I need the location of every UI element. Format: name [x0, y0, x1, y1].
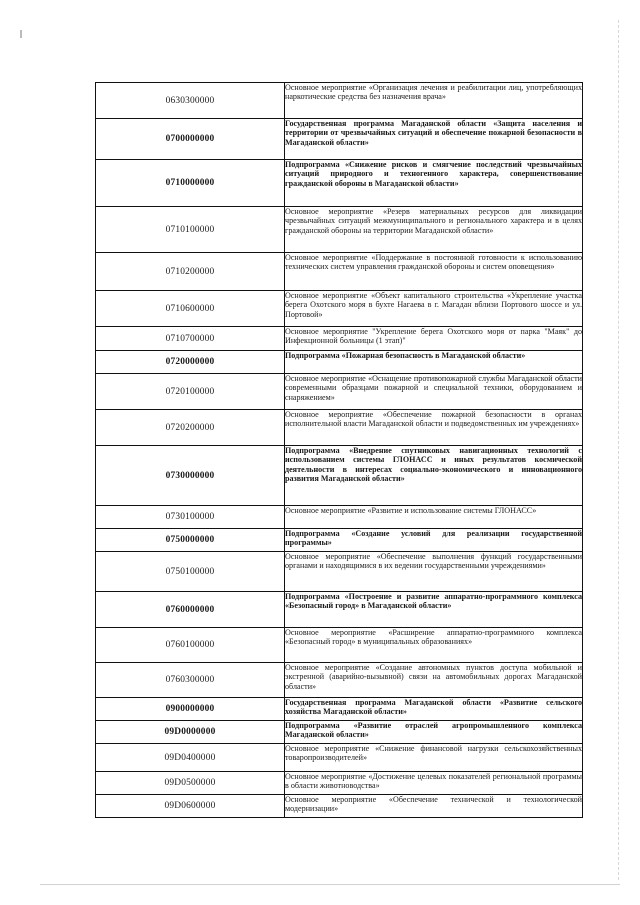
row-name: Подпрограмма «Внедрение спутниковых навигационных технологий с использованием системы ГЛОНАСС и иных результатов космической деятельности в интересах социально-экономического и инновационного развития Магаданской области» [285, 446, 583, 506]
row-name: Основное мероприятие «Обеспечение пожарной безопасности в органах исполнительной власти Магаданской области и подведомственных им учреждениях» [285, 410, 583, 446]
row-name: Подпрограмма «Снижение рисков и смягчение последствий чрезвычайных ситуаций природного и техногенного характера, совершенствование гражданской обороны в Магаданской области» [285, 160, 583, 207]
table-row [96, 772, 583, 795]
table-row [96, 721, 583, 744]
row-name: Подпрограмма «Создание условий для реализации государственной программы» [285, 529, 583, 552]
row-code: 09D0500000 [96, 772, 285, 795]
table-row [96, 592, 583, 628]
table-row [96, 698, 583, 721]
scan-edge-right [618, 20, 620, 880]
row-name: Государственная программа Магаданской области «Развитие сельского хозяйства Магаданской области» [285, 698, 583, 721]
row-name: Основное мероприятие «Поддержание в постоянной готовности к использованию технических систем управления гражданской обороны и систем оповещения» [285, 253, 583, 291]
scan-mark [20, 30, 22, 38]
table-row [96, 253, 583, 291]
table-row [96, 529, 583, 552]
row-code: 0720200000 [96, 410, 285, 446]
row-name: Основное мероприятие «Снижение финансовой нагрузки сельскохозяйственных товаропроизводителей» [285, 744, 583, 772]
row-code: 09D0000000 [96, 721, 285, 744]
row-name: Подпрограмма «Построение и развитие аппаратно-программного комплекса «Безопасный город» в Магаданской области» [285, 592, 583, 628]
table-row [96, 628, 583, 663]
row-name: Государственная программа Магаданской области «Защита населения и территории от чрезвычайных ситуаций и обеспечение пожарной безопасности в Магаданской области» [285, 119, 583, 160]
row-name: Подпрограмма «Развитие отраслей агропромышленного комплекса Магаданской области» [285, 721, 583, 744]
row-code: 0710600000 [96, 291, 285, 327]
row-code: 0710000000 [96, 160, 285, 207]
table-row [96, 291, 583, 327]
budget-classification-table [95, 82, 583, 818]
row-code: 0750100000 [96, 552, 285, 592]
row-code: 09D0400000 [96, 744, 285, 772]
table-row [96, 446, 583, 506]
table-row [96, 83, 583, 119]
table-row [96, 351, 583, 374]
row-name: Основное мероприятие «Оснащение противопожарной службы Магаданской области современными образцами пожарной и специальной техники, оборудованием и снаряжением» [285, 374, 583, 410]
table-row [96, 744, 583, 772]
table-row [96, 119, 583, 160]
row-code: 0630300000 [96, 83, 285, 119]
row-code: 0730100000 [96, 506, 285, 529]
table-row [96, 506, 583, 529]
table-row [96, 160, 583, 207]
row-name: Подпрограмма «Пожарная безопасность в Магаданской области» [285, 351, 583, 374]
row-code: 09D0600000 [96, 795, 285, 818]
row-code: 0710700000 [96, 327, 285, 351]
table-row [96, 795, 583, 818]
row-name: Основное мероприятие «Организация лечения и реабилитации лиц, употребляющих наркотические средства без назначения врача» [285, 83, 583, 119]
table-row [96, 663, 583, 698]
row-code: 0750000000 [96, 529, 285, 552]
row-code: 0720100000 [96, 374, 285, 410]
table-row [96, 410, 583, 446]
row-name: Основное мероприятие «Создание автономных пунктов доступа мобильной и экстренной (аварийно-вызывной) связи на автомобильных дорогах Магаданской области» [285, 663, 583, 698]
table-row [96, 327, 583, 351]
row-code: 0760000000 [96, 592, 285, 628]
row-code: 0730000000 [96, 446, 285, 506]
row-name: Основное мероприятие "Укрепление берега Охотского моря от парка "Маяк" до Инфекционной больницы (1 этап)" [285, 327, 583, 351]
row-name: Основное мероприятие «Резерв материальных ресурсов для ликвидации чрезвычайных ситуаций межмуниципального и регионального характера и в целях гражданской обороны на территории Магаданской области» [285, 207, 583, 253]
row-code: 0900000000 [96, 698, 285, 721]
row-name: Основное мероприятие «Обеспечение технической и технологической модернизации» [285, 795, 583, 818]
table-row [96, 552, 583, 592]
row-name: Основное мероприятие «Развитие и использование системы ГЛОНАСС» [285, 506, 583, 529]
scan-edge-bottom [40, 884, 620, 886]
row-code: 0720000000 [96, 351, 285, 374]
row-code: 0700000000 [96, 119, 285, 160]
row-code: 0760300000 [96, 663, 285, 698]
row-name: Основное мероприятие «Расширение аппаратно-программного комплекса «Безопасный город» в муниципальных образованиях» [285, 628, 583, 663]
row-name: Основное мероприятие «Объект капитального строительства «Укрепление участка берега Охотского моря в бухте Нагаева в г. Магадан вблизи Портового шоссе и ул. Портовой» [285, 291, 583, 327]
row-code: 0710100000 [96, 207, 285, 253]
row-code: 0760100000 [96, 628, 285, 663]
row-name: Основное мероприятие «Достижение целевых показателей региональной программы в области животноводства» [285, 772, 583, 795]
table-row [96, 207, 583, 253]
row-name: Основное мероприятие «Обеспечение выполнения функций государственными органами и находящимися в их ведении государственными учреждениями» [285, 552, 583, 592]
row-code: 0710200000 [96, 253, 285, 291]
table-row [96, 374, 583, 410]
